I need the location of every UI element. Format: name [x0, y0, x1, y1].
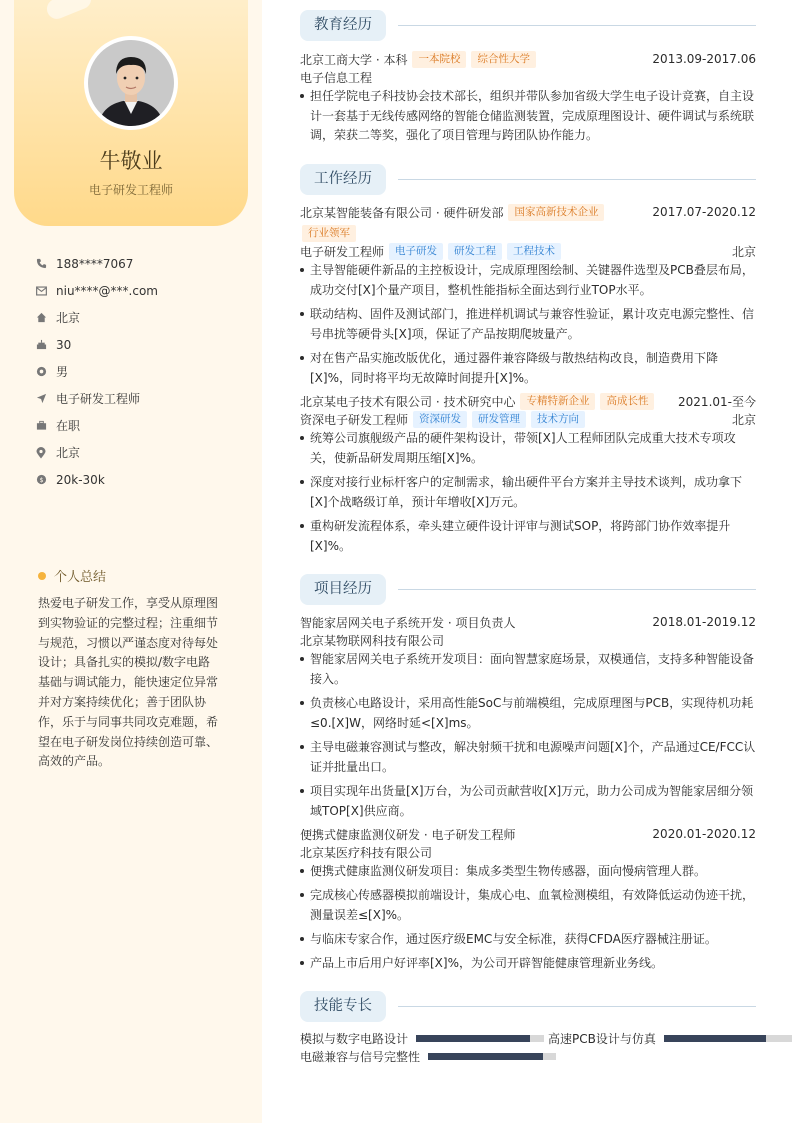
- send-icon: [36, 393, 56, 404]
- bullet-dot-icon: [38, 572, 46, 580]
- role-tag: 工程技术: [507, 243, 561, 260]
- summary-text: 热爱电子研发工作，享受从原理图到实物验证的完整过程；注重细节与规范，习惯以严谨态度对待每处设计；具备扎实的模拟/数字电路基础与调试能力，能快速定位异常并对方案持续优化；善于团队协作，乐于与同事共同攻克难题，希望在电子研发岗位持续创造可靠、高效的产品。: [38, 596, 219, 769]
- skill-bar: [416, 1035, 544, 1042]
- sidebar: [0, 0, 262, 1123]
- job-role-row: [300, 242, 756, 260]
- job-role: 电子研发工程师: [300, 244, 385, 259]
- school-name: 北京工商大学 · 本科: [300, 52, 408, 67]
- job-role: 资深电子研发工程师: [300, 412, 409, 427]
- company-tag: 高成长性: [600, 393, 654, 410]
- job-date: 2021.01-至今: [678, 394, 756, 409]
- contact-location: 北京: [36, 439, 158, 466]
- skill-item: [300, 1048, 556, 1065]
- skill-bar-fill: [664, 1035, 766, 1042]
- home-icon: [36, 312, 56, 323]
- job-bullet: 联动结构、固件及测试部门，推进样机调试与兼容性验证，累计攻克电源完整性、信号串扰等硬骨头[X]项，保证了产品按期爬坡量产。: [300, 305, 756, 344]
- job-role-row: [300, 410, 756, 428]
- project-name: 智能家居网关电子系统开发 · 项目负责人: [300, 615, 516, 630]
- project-header-row: [300, 825, 756, 843]
- section-divider: [398, 179, 756, 180]
- project-bullet: 智能家居网关电子系统开发项目：面向智慧家庭场景，双模通信，支持多种智能设备接入。: [300, 650, 756, 689]
- project-org-row: [300, 631, 756, 649]
- skill-name: 模拟与数字电路设计: [300, 1032, 409, 1046]
- job-tag-row: [300, 224, 756, 242]
- job-header-row: [300, 203, 756, 221]
- projects-section-heading: 项目经历: [300, 574, 756, 605]
- major-row: [300, 68, 756, 86]
- school-tag: 综合性大学: [471, 51, 536, 68]
- project-bullet: 主导电磁兼容测试与整改，解决射频干扰和电源噪声问题[X]个，产品通过CE/FCC认证并批量出口。: [300, 738, 756, 777]
- skill-name: 高速PCB设计与仿真: [548, 1032, 656, 1046]
- job-date: 2017.07-2020.12: [652, 205, 756, 219]
- major-name: 电子信息工程: [300, 70, 373, 85]
- project-bullet: 与临床专家合作，通过医疗级EMC与安全标准，获得CFDA医疗器械注册证。: [300, 930, 756, 950]
- candidate-title: 电子研发工程师: [88, 183, 173, 197]
- education-bullet: 担任学院电子科技协会技术部长，组织并带队参加省级大学生电子设计竞赛，自主设计一套基于无线传感网络的智能仓储监测装置，完成原理图设计、硬件调试与系统联调，荣获二等奖，强化了项目管理与跨团队协作能力。: [300, 87, 756, 146]
- cake-icon: [36, 339, 56, 350]
- company-tag: 专精特新企业: [520, 393, 595, 410]
- salary-icon: [36, 474, 56, 485]
- briefcase-icon: [36, 420, 56, 431]
- contact-salary: $ 20k-30k: [36, 466, 158, 493]
- contact-email: niu****@***.com: [36, 277, 158, 304]
- job-city: 北京: [731, 244, 756, 259]
- project-org: 北京某物联网科技有限公司: [300, 633, 445, 648]
- phone-icon: [36, 258, 56, 269]
- project-date: 2020.01-2020.12: [652, 827, 756, 841]
- role-tag: 资深研发: [413, 411, 467, 428]
- role-tag: 电子研发: [389, 243, 443, 260]
- skill-bar: [428, 1053, 556, 1060]
- skill-bar: [664, 1035, 792, 1042]
- company-tag: 行业领军: [302, 225, 356, 242]
- skill-bar-fill: [428, 1053, 543, 1060]
- section-divider: [398, 25, 756, 26]
- mail-icon: [36, 286, 56, 296]
- work-section-heading: 工作经历: [300, 164, 756, 195]
- candidate-name: 牛敬业: [99, 149, 163, 173]
- project-org-row: [300, 843, 756, 861]
- project-bullet: 负责核心电路设计，采用高性能SoC与前端模组，完成原理图与PCB，实现待机功耗≤0.[X]W，网络时延<[X]ms。: [300, 694, 756, 733]
- role-tag: 技术方向: [531, 411, 585, 428]
- decorative-pill: [44, 0, 94, 22]
- role-tag: 研发工程: [448, 243, 502, 260]
- project-bullet: 项目实现年出货量[X]万台，为公司贡献营收[X]万元，助力公司成为智能家居细分领域TOP[X]供应商。: [300, 782, 756, 821]
- company-name: 北京某智能装备有限公司 · 硬件研发部: [300, 205, 504, 220]
- section-divider: [398, 1006, 756, 1007]
- summary-heading: 个人总结: [38, 566, 106, 585]
- job-bullet: 统筹公司旗舰级产品的硬件架构设计，带领[X]人工程师团队完成重大技术专项攻关，使新品研发周期压缩[X]%。: [300, 429, 756, 468]
- job-header-row: [300, 392, 756, 410]
- education-header-row: [300, 50, 756, 68]
- skill-item: [548, 1030, 792, 1047]
- location-icon: [36, 447, 56, 459]
- project-bullet: 便携式健康监测仪研发项目：集成多类型生物传感器，面向慢病管理人群。: [300, 862, 756, 882]
- role-tag: 研发管理: [472, 411, 526, 428]
- project-bullet: 产品上市后用户好评率[X]%，为公司开辟智能健康管理新业务线。: [300, 954, 756, 974]
- svg-text:$: $: [39, 475, 44, 484]
- project-org: 北京某医疗科技有限公司: [300, 845, 433, 860]
- skills-section-heading: 技能专长: [300, 991, 756, 1022]
- project-date: 2018.01-2019.12: [652, 615, 756, 629]
- company-tag: 国家高新技术企业: [508, 204, 604, 221]
- school-tag: 一本院校: [412, 51, 466, 68]
- contact-gender: 男: [36, 358, 158, 385]
- contact-status: 在职: [36, 412, 158, 439]
- company-name: 北京某电子技术有限公司 · 技术研究中心: [300, 394, 516, 409]
- gender-icon: [36, 366, 56, 377]
- education-date: 2013.09-2017.06: [652, 52, 756, 66]
- job-city: 北京: [731, 412, 756, 427]
- section-divider: [398, 589, 756, 590]
- project-bullet: 完成核心传感器模拟前端设计，集成心电、血氧检测模组，有效降低运动伪迹干扰，测量误差≤[X]%。: [300, 886, 756, 925]
- education-section-heading: 教育经历: [300, 10, 756, 41]
- contact-list: [36, 250, 158, 493]
- skill-bar-fill: [416, 1035, 530, 1042]
- job-bullet: 深度对接行业标杆客户的定制需求，输出硬件平台方案并主导技术谈判，成功拿下[X]个战略级订单，预计年增收[X]万元。: [300, 473, 756, 512]
- job-bullet: 主导智能硬件新品的主控板设计，完成原理图绘制、关键器件选型及PCB叠层布局，成功交付[X]个量产项目，整机性能指标全面达到行业TOP水平。: [300, 261, 756, 300]
- contact-position: 电子研发工程师: [36, 385, 158, 412]
- job-bullet: 对在售产品实施改版优化，通过器件兼容降级与散热结构改良，制造费用下降[X]%，同时将平均无故障时间提升[X]%。: [300, 349, 756, 388]
- project-header-row: [300, 613, 756, 631]
- project-name: 便携式健康监测仪研发 · 电子研发工程师: [300, 827, 516, 842]
- skill-item: [300, 1030, 544, 1047]
- skill-name: 电磁兼容与信号完整性: [300, 1050, 421, 1064]
- contact-age: 30: [36, 331, 158, 358]
- contact-phone: 188****7067: [36, 250, 158, 277]
- avatar: [84, 36, 178, 130]
- contact-city: 北京: [36, 304, 158, 331]
- avatar-photo: [88, 40, 174, 126]
- job-bullet: 重构研发流程体系，牵头建立硬件设计评审与测试SOP，将跨部门协作效率提升[X]%。: [300, 517, 756, 556]
